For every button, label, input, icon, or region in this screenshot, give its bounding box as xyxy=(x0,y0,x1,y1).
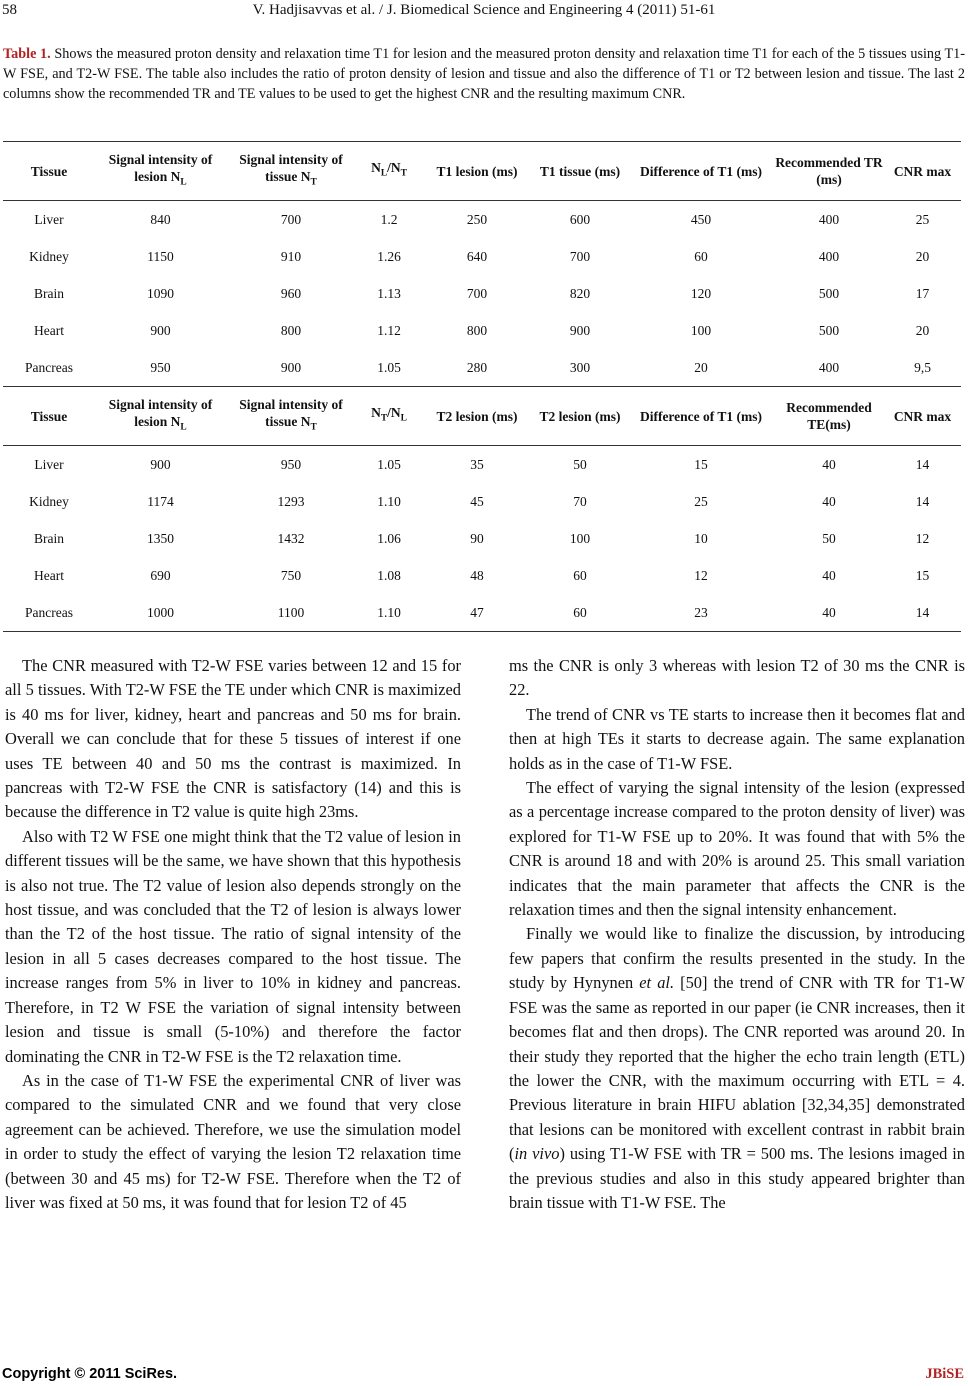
header-text: Signal intensity of tissue N xyxy=(239,396,343,429)
table-row xyxy=(3,557,961,594)
table-cell: 20 xyxy=(628,349,774,387)
table-cell: 840 xyxy=(150,211,171,227)
header-text: T2 lesion (ms) xyxy=(436,408,518,424)
table-header-cell xyxy=(884,387,961,446)
table-cell: Liver xyxy=(34,456,64,472)
table-cell: 120 xyxy=(690,285,712,301)
table-cell: 12 xyxy=(915,530,930,546)
table-cell: 1.2 xyxy=(380,211,398,227)
header-text: Signal intensity of lesion N xyxy=(108,151,213,184)
table-cell: 50 xyxy=(573,456,587,472)
table-cell: 40 xyxy=(822,493,836,509)
table-cell: 450 xyxy=(690,211,712,227)
table-cell: 15 xyxy=(915,567,930,583)
table-header-cell xyxy=(884,142,961,201)
table-cell: Pancreas xyxy=(3,594,95,632)
table-cell: 800 xyxy=(466,322,488,338)
table-cell: 17 xyxy=(915,285,930,301)
header-text: CNR max xyxy=(893,408,952,424)
text-run: [50] the trend of CNR with TR for T1-W FSE was the same as reported in our paper (ie CNR increases, then it becomes flat and then drops). The CNR reported was around 20. In their study they reported that the higher the echo train length (ETL) the lower the CNR, with the maximum occurring with ETL = 4. Previous literature in brain HIFU ablation [32,34,35] demonstrated that lesions can be monitored with excellent contrast in rabbit brain ( xyxy=(509,973,965,1164)
header-text: Signal intensity of tissue N xyxy=(239,151,343,184)
table-cell: 1.06 xyxy=(377,530,401,546)
table-cell: 1.10 xyxy=(377,493,401,509)
header-text: Recommended TR (ms) xyxy=(775,155,883,187)
table-cell: 25 xyxy=(694,493,708,509)
table-cell: 300 xyxy=(532,349,628,387)
table-header-cell: Signal intensity of lesion $N_L$ xyxy=(95,387,226,446)
body-paragraph: The effect of varying the signal intensity of the lesion (expressed as a percentage increase compared to the proton density of liver) was explored for T1-W FSE up to 20%. It was found that with 5% the CNR is around 18 and with 20% is around 25. This small variation indicates that the main parameter that affects the CNR is the relaxation times and then the signal intensity enhancement. xyxy=(509,778,965,920)
table-cell: 20 xyxy=(915,322,930,338)
table-cell: 750 xyxy=(280,567,302,583)
table-cell: 1432 xyxy=(277,530,305,546)
table-row xyxy=(3,275,961,312)
table-cell: 10 xyxy=(694,530,708,546)
table-cell: 100 xyxy=(690,322,712,338)
header-text: Tissue xyxy=(30,408,68,424)
table-cell: 700 xyxy=(280,211,302,227)
table-cell: 1.13 xyxy=(377,285,401,301)
table-row xyxy=(3,349,961,387)
table-row xyxy=(3,238,961,275)
header-text: T1 lesion (ms) xyxy=(436,163,518,179)
table-cell: 910 xyxy=(280,248,302,264)
table-cell: 35 xyxy=(470,456,484,472)
table-header-cell xyxy=(3,387,95,446)
header-text: Signal intensity of lesion N xyxy=(108,396,213,429)
text-run-italic: et al. xyxy=(639,973,675,993)
header-text: T2 lesion (ms) xyxy=(539,408,621,424)
table-cell: 40 xyxy=(822,456,836,472)
table-cell: 800 xyxy=(280,322,302,338)
body-paragraph: ms the CNR is only 3 whereas with lesion T2 of 30 ms the CNR is 22. xyxy=(509,656,965,700)
table-cell: 14 xyxy=(915,456,930,472)
table-caption xyxy=(3,44,965,104)
table-cell: Liver xyxy=(34,211,64,227)
table-cell: 900 xyxy=(569,322,591,338)
page-number: 58 xyxy=(2,2,17,18)
table-cell: 1000 xyxy=(95,594,226,632)
table-row xyxy=(3,201,961,239)
table-row xyxy=(3,483,961,520)
table-cell: Heart xyxy=(34,322,64,338)
header-text: Difference of T1 (ms) xyxy=(639,163,763,179)
body-paragraph: Also with T2 W FSE one might think that the T2 value of lesion in different tissues will be the same, we have shown that this hypothesis is also not true. The T2 value of lesion also depends strongly on the host tissue, and was concluded that the T2 of lesion is always lower than the T2 of the host tissue. The ratio of signal intensity of the lesion in all 5 cases decreases compared to the host tissue. The increase ranges from 5% in liver to 10% in kidney and pancreas. Therefore, in T2 W FSE the variation of signal intensity between lesion and tissue is small (5-10%) and therefore the factor dominating the CNR in T2-W FSE is the T2 relaxation time. xyxy=(5,826,461,1066)
table-cell: 23 xyxy=(628,594,774,632)
table-cell: 400 xyxy=(818,248,840,264)
table-cell: 14 xyxy=(884,594,961,632)
table-cell: 690 xyxy=(150,567,171,583)
table-cell: 400 xyxy=(774,349,884,387)
table-cell: 950 xyxy=(95,349,226,387)
table-label: Table 1. xyxy=(3,46,51,62)
table-cell: 25 xyxy=(915,211,930,227)
table-cell: 1.05 xyxy=(377,456,401,472)
header-text: CNR max xyxy=(893,163,952,179)
table-cell: 950 xyxy=(280,456,302,472)
table-cell: Brain xyxy=(34,285,64,301)
table-header-cell xyxy=(532,387,628,446)
table-cell: 48 xyxy=(470,567,484,583)
table-cell: 500 xyxy=(818,285,840,301)
table-cell: 20 xyxy=(915,248,930,264)
table-header-cell xyxy=(774,387,884,446)
table-cell: 12 xyxy=(694,567,708,583)
table-cell: 15 xyxy=(694,456,708,472)
table-cell: 1.10 xyxy=(356,594,422,632)
table-cell: Brain xyxy=(34,530,64,546)
table-cell: 900 xyxy=(150,456,171,472)
table-cell: 9,5 xyxy=(884,349,961,387)
table-cell: 1174 xyxy=(147,493,174,509)
copyright: Copyright © 2011 SciRes. xyxy=(2,1366,178,1382)
table-row xyxy=(3,594,961,632)
table-cell: 280 xyxy=(422,349,532,387)
table-cell: 1293 xyxy=(277,493,305,509)
table-cell: 900 xyxy=(226,349,356,387)
table-header-cell: Signal intensity of lesion $N_L$ xyxy=(95,142,226,201)
table-header-cell: $N_T/N_L$ xyxy=(356,387,422,446)
table-row xyxy=(3,446,961,484)
caption-text: Shows the measured proton density and relaxation time T1 for lesion and the measured proton density and relaxation time T1 for each of the 5 tissues using T1-W FSE, and T2-W FSE. The table also includes the ratio of proton density of lesion and tissue and also the difference of T1 or T2 between lesion and tissue. The last 2 columns show the recommended TR and TE values to be used to get the highest CNR and the resulting maximum CNR. xyxy=(3,46,966,102)
table-header-cell xyxy=(422,142,532,201)
table-row xyxy=(3,520,961,557)
table-header-cell xyxy=(628,142,774,201)
body-paragraph: As in the case of T1-W FSE the experimental CNR of liver was compared to the simulated CNR and we found that very close agreement can be achieved. Therefore, we use the simulation model in order to study the effect of varying the lesion T2 relaxation time (between 30 and 45 ms) for T2-W FSE. Therefore when the T2 of liver was fixed at 50 ms, it was found that for lesion T2 of 45 xyxy=(5,1070,461,1212)
header-text: Difference of T1 (ms) xyxy=(639,408,763,424)
table-header-cell: Signal intensity of tissue $N_T$ xyxy=(226,387,356,446)
table-cell: 1090 xyxy=(147,285,174,301)
table-cell: 700 xyxy=(569,248,591,264)
header-text: Recommended TE(ms) xyxy=(786,400,872,432)
text-run: ) using T1-W FSE with TR = 500 ms. The lesions imaged in the previous studies and also in this study appeared brighter than brain tissue with T1-W FSE. The xyxy=(509,1144,965,1212)
body-paragraph: The CNR measured with T2-W FSE varies between 12 and 15 for all 5 tissues. With T2-W FSE the TE under which CNR is maximized is 40 ms for liver, kidney, heart and pancreas and 50 ms for brain. Overall we can conclude that for these 5 tissues of interest if one uses TE between 40 and 50 ms the contrast is maximized. In pancreas with T2-W FSE the CNR is satisfactory (14) and this is because the difference in T2 value is quite high 23ms. xyxy=(5,656,461,822)
table-cell: 250 xyxy=(466,211,488,227)
page-header xyxy=(0,0,968,26)
table-header-row xyxy=(3,387,961,446)
body-paragraph: The trend of CNR vs TE starts to increase then it becomes flat and then at high TEs it starts to decrease again. The same explanation holds as in the case of T1-W FSE. xyxy=(509,704,965,773)
table-cell: 60 xyxy=(694,248,708,264)
table-header-row xyxy=(3,142,961,201)
table-cell: 600 xyxy=(569,211,591,227)
table-cell: 45 xyxy=(470,493,484,509)
table-header-cell: $N_L/N_T$ xyxy=(356,142,422,201)
table-row xyxy=(3,312,961,349)
table-header-cell xyxy=(628,387,774,446)
table-cell: 1.05 xyxy=(356,349,422,387)
table-cell: 60 xyxy=(532,594,628,632)
table-cell: 1150 xyxy=(147,248,174,264)
table-cell: Pancreas xyxy=(3,349,95,387)
text-run: Finally we would like to finalize the discussion, by introducing few papers that confirm the results presented in the study. In the study by Hynynen xyxy=(509,924,965,993)
table-cell: 1350 xyxy=(147,530,174,546)
results-table xyxy=(3,141,961,632)
journal-abbrev: JBiSE xyxy=(925,1366,964,1382)
table-cell: 60 xyxy=(573,567,587,583)
table-cell: 700 xyxy=(466,285,488,301)
right-column xyxy=(509,654,965,1215)
table-cell: 1.08 xyxy=(377,567,401,583)
table-cell: 70 xyxy=(573,493,587,509)
table-cell: 100 xyxy=(569,530,591,546)
left-column xyxy=(5,654,461,1215)
page-footer xyxy=(0,1364,968,1386)
table-cell: 90 xyxy=(470,530,484,546)
table-cell: 640 xyxy=(466,248,488,264)
table-header-cell: Signal intensity of tissue $N_T$ xyxy=(226,142,356,201)
table-cell: 1.26 xyxy=(377,248,401,264)
table-cell: Heart xyxy=(34,567,64,583)
table-header-cell xyxy=(774,142,884,201)
table-cell: 1.12 xyxy=(377,322,401,338)
table-cell: Kidney xyxy=(29,248,69,264)
table-header-cell xyxy=(532,142,628,201)
table-header-cell xyxy=(3,142,95,201)
table-cell: 47 xyxy=(422,594,532,632)
table-cell: 14 xyxy=(915,493,930,509)
table-cell: 400 xyxy=(818,211,840,227)
table-cell: 960 xyxy=(280,285,302,301)
header-text: T1 tissue (ms) xyxy=(539,163,621,179)
table-cell: 500 xyxy=(818,322,840,338)
table-cell: 40 xyxy=(774,594,884,632)
table-cell: 820 xyxy=(569,285,591,301)
table-cell: Kidney xyxy=(29,493,69,509)
header-text: Tissue xyxy=(30,163,68,179)
body-paragraph xyxy=(509,922,965,1215)
table-cell: 1100 xyxy=(226,594,356,632)
text-run-italic: in vivo xyxy=(514,1144,560,1164)
table-cell: 50 xyxy=(822,530,836,546)
running-title: V. Hadjisavvas et al. / J. Biomedical Science and Engineering 4 (2011) 51-61 xyxy=(252,2,716,18)
table-cell: 900 xyxy=(150,322,171,338)
table-cell: 40 xyxy=(822,567,836,583)
table-header-cell xyxy=(422,387,532,446)
